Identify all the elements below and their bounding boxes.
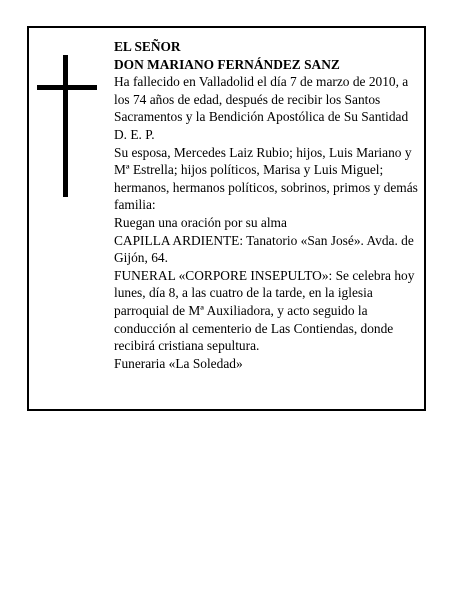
funeral-home: Funeraria «La Soledad» bbox=[114, 355, 243, 371]
cross-vertical-bar bbox=[63, 55, 68, 197]
cross-horizontal-bar bbox=[37, 85, 97, 90]
deceased-name: DON MARIANO FERNÁNDEZ SANZ bbox=[114, 56, 340, 72]
chapel-info: CAPILLA ARDIENTE: Tanatorio «San José». Avda. de Gijón, 64. bbox=[114, 232, 414, 266]
deceased-title: EL SEÑOR bbox=[114, 39, 181, 54]
prayer-request: Ruegan una oración por su alma bbox=[114, 214, 287, 230]
funeral-info: FUNERAL «CORPORE INSEPULTO»: Se celebra hoy lunes, día 8, a las cuatro de la tarde, en la iglesia parroquial de Mª Auxiliadora, y acto seguido la conducción al cementerio de Las Contiendas, donde recibirá cristiana sepultura. bbox=[114, 267, 415, 354]
cross-icon bbox=[37, 55, 97, 197]
obituary-text bbox=[114, 38, 424, 372]
family-list: Su esposa, Mercedes Laiz Rubio; hijos, Luis Mariano y Mª Estrella; hijos políticos, Marisa y Luis Miguel; hermanos, hermanos políticos, sobrinos, primos y demás familia: bbox=[114, 144, 418, 213]
death-announcement: Ha fallecido en Valladolid el día 7 de marzo de 2010, a los 74 años de edad, después de recibir los Santos Sacramentos y la Bendición Apostólica de Su Santidad D. E. P. bbox=[114, 74, 409, 142]
